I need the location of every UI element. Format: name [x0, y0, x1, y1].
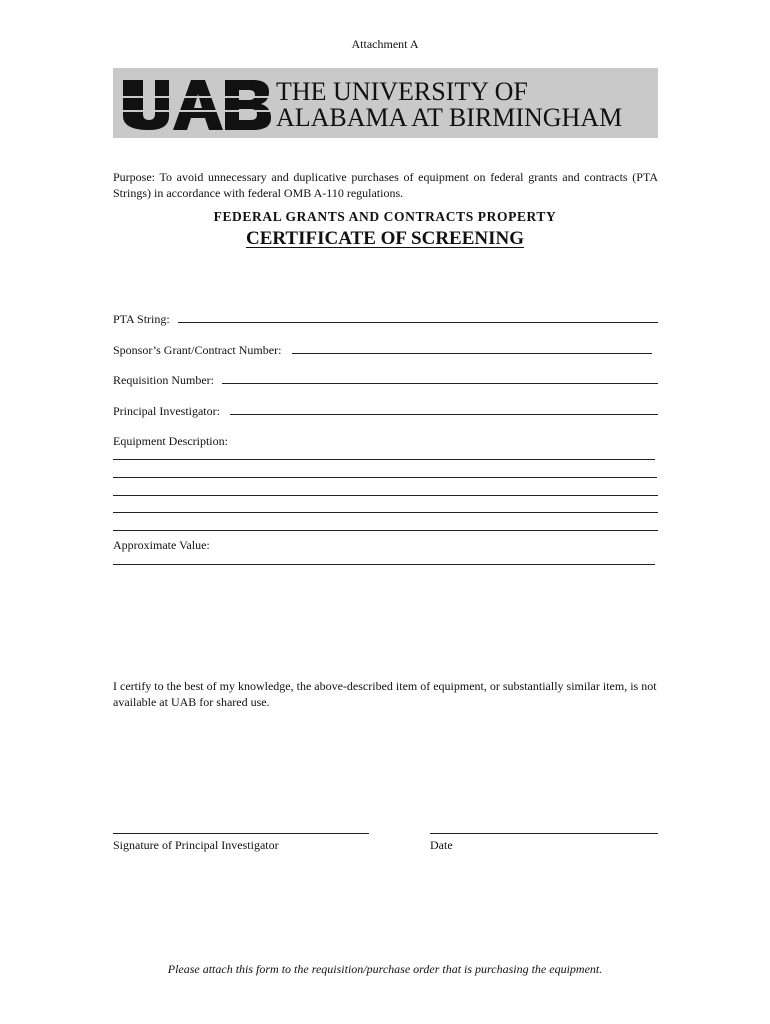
equipment-description-label: Equipment Description: [113, 434, 228, 448]
pi-signature-line[interactable] [113, 833, 369, 834]
pta-string-line[interactable] [178, 322, 658, 323]
equipment-description-line[interactable] [113, 530, 658, 531]
closing-note: Please attach this form to the requisition/purchase order that is purchasing the equipment. [167, 962, 603, 976]
requisition-number-label: Requisition Number: [113, 373, 214, 387]
approximate-value-line[interactable] [113, 564, 655, 565]
equipment-description-line[interactable] [113, 459, 655, 460]
certification-text: I certify to the best of my knowledge, the above-described item of equipment, or substantially similar item, is not available at UAB for shared use. [113, 679, 657, 709]
approximate-value-label: Approximate Value: [113, 538, 210, 552]
sponsor-number-line[interactable] [292, 353, 652, 354]
requisition-number-line[interactable] [222, 383, 658, 384]
attachment-label: Attachment A [351, 37, 419, 51]
sponsor-number-label: Sponsor’s Grant/Contract Number: [113, 343, 282, 357]
date-line[interactable] [430, 833, 658, 834]
pta-string-label: PTA String: [113, 312, 170, 326]
date-label: Date [430, 838, 453, 852]
equipment-description-line[interactable] [113, 495, 658, 496]
purpose-text: Purpose: To avoid unnecessary and duplicative purchases of equipment on federal grants and contracts (PTA Strings) in accordance with federal OMB A-110 regulations. [113, 170, 658, 200]
pi-signature-label: Signature of Principal Investigator [113, 838, 279, 852]
principal-investigator-label: Principal Investigator: [113, 404, 220, 418]
logo-text-line2: ALABAMA AT BIRMINGHAM [276, 103, 623, 132]
principal-investigator-line[interactable] [230, 414, 658, 415]
form-heading: FEDERAL GRANTS AND CONTRACTS PROPERTY [213, 209, 557, 224]
form-title [0, 227, 770, 251]
uab-logo-mark [121, 76, 271, 132]
equipment-description-line[interactable] [113, 512, 658, 513]
form-title-text: CERTIFICATE OF SCREENING [245, 228, 525, 249]
uab-logo-banner [113, 68, 658, 138]
equipment-description-line[interactable] [113, 477, 657, 478]
logo-text-line1: THE UNIVERSITY OF [276, 77, 528, 106]
